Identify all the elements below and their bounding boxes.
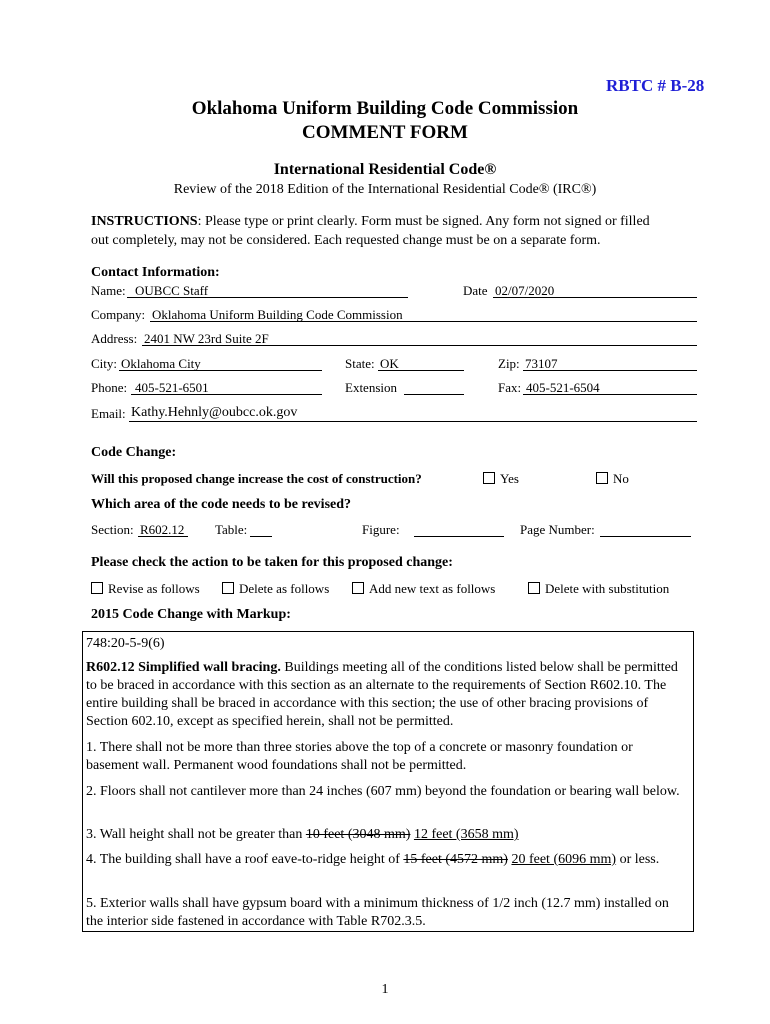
action-question: Please check the action to be taken for this proposed change: [91,555,453,570]
item-3-text: 3. Wall height shall not be greater than [86,827,306,842]
item-4-tail: or less. [616,852,660,867]
fax-label: Fax: [498,380,522,395]
extension-label: Extension [345,380,397,395]
section-value: R602.12 [140,522,185,537]
email-label: Email: [91,406,126,421]
no-option[interactable] [596,471,629,487]
form-title: COMMENT FORM [302,122,468,143]
markup-item-4 [86,851,686,869]
phone-value: 405-521-6501 [135,380,209,395]
page-number-field[interactable] [600,536,691,537]
address-value: 2401 NW 23rd Suite 2F [144,331,269,346]
revise-label: Revise as follows [108,581,200,596]
contact-heading: Contact Information: [91,265,220,280]
markup-heading: 2015 Code Change with Markup: [91,607,291,622]
markup-paragraph-1 [86,659,686,731]
item-3-inserted: 12 feet (3658 mm) [413,827,519,842]
figure-label: Figure: [362,522,400,537]
action-add[interactable] [352,581,495,597]
markup-item-5: 5. Exterior walls shall have gypsum board with a minimum thickness of 1/2 inch (12.7 mm) installed on the interior side fastened in accordance with Table R702.3.5. [86,896,669,929]
item-4-text: 4. The building shall have a roof eave-to-ridge height of [86,852,404,867]
yes-label: Yes [500,471,519,486]
company-label: Company: [91,307,146,322]
page-number: 1 [381,982,389,997]
item-4-deleted: 15 feet (4572 mm) [403,852,508,867]
state-value: OK [380,356,399,371]
email-value: Kathy.Hehnly@oubcc.ok.gov [131,405,298,420]
name-value: OUBCC Staff [135,283,209,298]
zip-value: 73107 [525,356,558,371]
instructions-line-2: out completely, may not be considered. Each requested change must be on a separate form. [91,233,601,248]
markup-paragraph-1-text: Buildings meeting all of the conditions listed below shall be permitted to be braced in accordance with this section as an alternate to the requirements of Section R602.10. The entire building shall be braced in accordance with this section; the use of other bracing provisions of Section 602.10, except as specified herein, shall not be permitted. [86,660,678,729]
add-label: Add new text as follows [369,581,496,596]
figure-field[interactable] [414,536,504,537]
area-question: Which area of the code needs to be revised? [91,497,352,512]
code-change-heading: Code Change: [91,445,177,460]
revise-checkbox[interactable] [91,582,103,594]
section-label: Section: [91,522,134,537]
rbtc-number: RBTC # B-28 [606,76,705,95]
code-title: International Residential Code® [273,161,497,178]
date-label: Date [463,283,488,298]
instructions-text-1: : Please type or print clearly. Form must be signed. Any form not signed or filled [197,214,650,229]
instructions-line-1 [91,214,650,230]
name-label: Name: [91,283,126,298]
city-label: City: [91,356,118,371]
page-number-label: Page Number: [520,522,595,537]
extension-field[interactable] [404,394,464,395]
add-checkbox[interactable] [352,582,364,594]
markup-item-3 [86,826,686,844]
substitute-checkbox[interactable] [528,582,540,594]
company-value: Oklahoma Uniform Building Code Commission [152,307,403,322]
fax-value: 405-521-6504 [526,380,600,395]
yes-checkbox[interactable] [483,472,495,484]
markup-item-1: 1. There shall not be more than three stories above the top of a concrete or masonry foundation or basement wall. Permanent wood foundations shall not be permitted. [86,740,633,773]
city-value: Oklahoma City [121,356,201,371]
date-value: 02/07/2020 [495,283,555,298]
delete-checkbox[interactable] [222,582,234,594]
email-field[interactable] [129,421,697,422]
no-checkbox[interactable] [596,472,608,484]
action-delete[interactable] [222,581,329,597]
markup-section-title: R602.12 Simplified wall bracing. [86,660,281,675]
item-4-inserted: 20 feet (6096 mm) [511,852,617,867]
phone-label: Phone: [91,380,128,395]
address-label: Address: [91,331,138,346]
markup-ref: 748:20-5-9(6) [86,636,165,651]
instructions-label: INSTRUCTIONS [91,214,198,229]
item-3-deleted: 10 feet (3048 mm) [305,827,411,842]
table-label: Table: [215,522,248,537]
markup-item-2: 2. Floors shall not cantilever more than 24 inches (607 mm) beyond the foundation or bearing wall below. [86,784,680,799]
action-revise[interactable] [91,581,200,597]
action-substitute[interactable] [528,581,669,597]
substitute-label: Delete with substitution [545,581,670,596]
state-label: State: [345,356,375,371]
no-label: No [613,471,629,486]
commission-title: Oklahoma Uniform Building Code Commission [191,98,579,119]
cost-question: Will this proposed change increase the cost of construction? [91,471,422,486]
code-review-line: Review of the 2018 Edition of the International Residential Code® (IRC®) [173,182,597,197]
delete-label: Delete as follows [239,581,330,596]
table-field[interactable] [250,536,272,537]
zip-label: Zip: [498,356,520,371]
yes-option[interactable] [483,471,519,487]
